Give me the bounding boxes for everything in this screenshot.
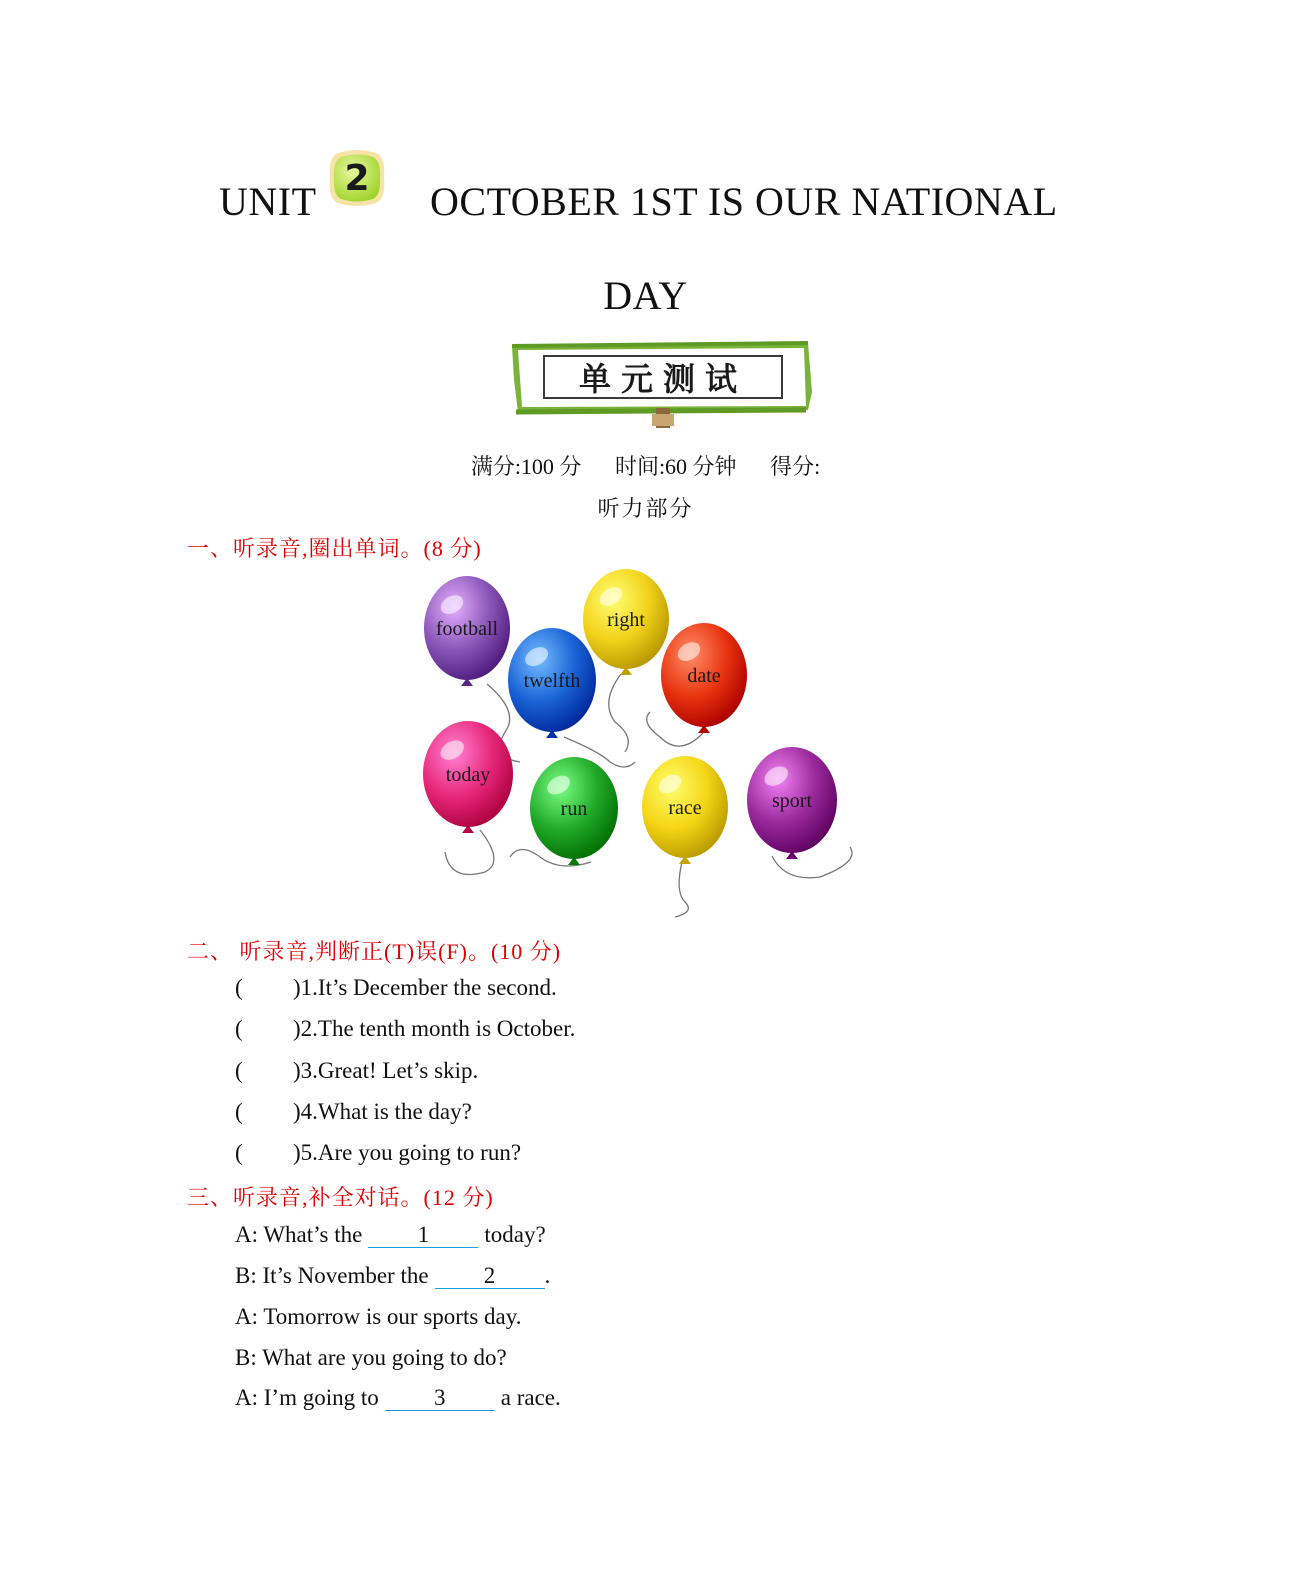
score-label: 得分: <box>770 454 821 479</box>
score-info <box>0 450 1291 481</box>
balloon-word-image <box>410 562 870 922</box>
section-part-label: 听力部分 <box>597 496 694 521</box>
answer-bracket[interactable]: ( <box>235 975 243 1000</box>
time-limit: 时间:60 分钟 <box>614 454 737 479</box>
balloon-word: sport <box>772 790 812 812</box>
answer-bracket[interactable]: ( <box>235 1016 243 1041</box>
banner-text: 单元测试 <box>578 360 748 398</box>
tf-question: ( )1.It’s December the second. <box>235 975 557 1000</box>
balloon-word: today <box>445 764 491 786</box>
balloon-word: run <box>560 798 588 820</box>
section2-title: 二、 听录音,判断正(T)误(F)。(10 分) <box>187 939 562 964</box>
fill-blank[interactable]: 2 <box>435 1264 545 1289</box>
tf-question: ( )5.Are you going to run? <box>235 1140 522 1165</box>
balloon-string <box>609 674 629 752</box>
answer-bracket[interactable]: ( <box>235 1099 243 1124</box>
fill-blank[interactable]: 1 <box>368 1223 478 1248</box>
heading-text: OCTOBER 1ST IS OUR NATIONAL <box>430 179 1058 224</box>
unit-test-banner <box>508 340 816 432</box>
unit-number: 2 <box>344 158 370 199</box>
dialogue-line: B: What are you going to do? <box>235 1345 507 1370</box>
unit-number-badge <box>326 147 388 209</box>
balloon-string <box>675 862 688 917</box>
balloon-right[interactable] <box>583 569 669 752</box>
fill-blank[interactable]: 3 <box>385 1386 495 1411</box>
dialogue-line: A: I’m going to 3 a race. <box>235 1385 561 1410</box>
unit-word: UNIT <box>219 179 317 224</box>
page-title-line2: DAY <box>603 273 688 318</box>
answer-bracket[interactable]: ( <box>235 1058 243 1083</box>
balloon-word: twelfth <box>523 670 581 692</box>
tf-question: ( )2.The tenth month is October. <box>235 1016 576 1041</box>
balloon-sport[interactable] <box>747 747 852 878</box>
balloon-race[interactable] <box>642 756 728 917</box>
balloon-run[interactable] <box>510 757 618 866</box>
answer-bracket[interactable]: ( <box>235 1140 243 1165</box>
dialogue-line: A: Tomorrow is our sports day. <box>235 1304 522 1329</box>
tf-question: ( )3.Great! Let’s skip. <box>235 1058 479 1083</box>
tf-question: ( )4.What is the day? <box>235 1099 472 1124</box>
balloon-word: race <box>668 797 702 819</box>
dialogue-line: B: It’s November the 2 . <box>235 1263 551 1288</box>
balloon-word: football <box>435 618 499 640</box>
balloon-word: right <box>607 609 645 631</box>
section1-title: 一、听录音,圈出单词。(8 分) <box>187 536 482 561</box>
balloon-today[interactable] <box>423 721 513 875</box>
full-score: 满分:100 分 <box>470 454 582 479</box>
section3-title: 三、听录音,补全对话。(12 分) <box>187 1185 494 1210</box>
balloon-word: date <box>687 665 721 687</box>
dialogue-line: A: What’s the 1 today? <box>235 1222 546 1247</box>
balloon-string <box>445 830 494 875</box>
